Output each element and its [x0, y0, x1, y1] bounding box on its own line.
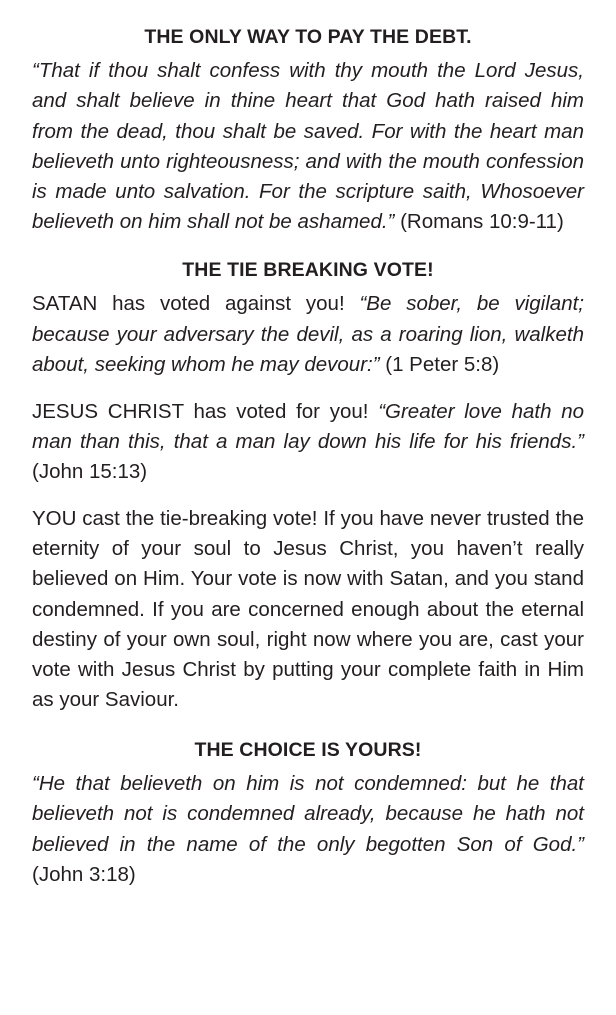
scripture-quote-romans: “That if thou shalt confess with thy mouth the Lord Jesus, and shalt believe in thine heart that God hath raised him from the dead, thou shalt be saved. For with the heart man believeth unto righteousness; and with the mouth confession is made unto salvation. For the scripture saith, Whosoever believeth on him shall not be ashamed.” — [32, 59, 584, 233]
lead-text-you: YOU cast the tie-breaking vote! If you have never trusted the eternity of your soul to Jesus Christ, you haven’t really believed on Him. Your vote is now with Satan, and you stand condemned. If you are concerned enough about the eternal destiny of your own soul, right now where you are, cast your vote with Jesus Christ by putting your complete faith in Him as your Saviour. — [32, 507, 584, 711]
paragraph-jesus — [32, 397, 584, 487]
section-heading-tie-breaking-vote: THE TIE BREAKING VOTE! — [182, 259, 434, 282]
lead-text-satan: SATAN has voted against you! — [32, 292, 360, 316]
paragraph-romans — [32, 56, 584, 237]
paragraph-you — [32, 504, 584, 715]
scripture-reference-john318: (John 3:18) — [32, 862, 136, 886]
scripture-reference-peter: (1 Peter 5:8) — [379, 352, 500, 376]
scripture-reference-romans: (Romans 10:9-11) — [394, 209, 564, 233]
section-heading-choice: THE CHOICE IS YOURS! — [194, 739, 422, 761]
lead-text-jesus: JESUS CHRIST has voted for you! — [32, 399, 379, 423]
scripture-quote-john318: “He that believeth on him is not condemned: but he that believeth not is condemned already, because he hath not believed in the name of the only begotten Son of God.” — [32, 772, 584, 856]
paragraph-satan — [32, 289, 584, 379]
scripture-quote-peter: “Be sober, be vigilant; because your adversary the devil, as a roaring lion, walketh about, seeking whom he may devour:” — [32, 292, 584, 376]
scripture-quote-john1513: “Greater love hath no man than this, that a man lay down his life for his friends.” — [32, 399, 584, 453]
paragraph-john318 — [32, 769, 584, 890]
section-heading-debt: THE ONLY WAY TO PAY THE DEBT. — [144, 26, 472, 48]
scripture-reference-john1513: (John 15:13) — [32, 460, 148, 483]
